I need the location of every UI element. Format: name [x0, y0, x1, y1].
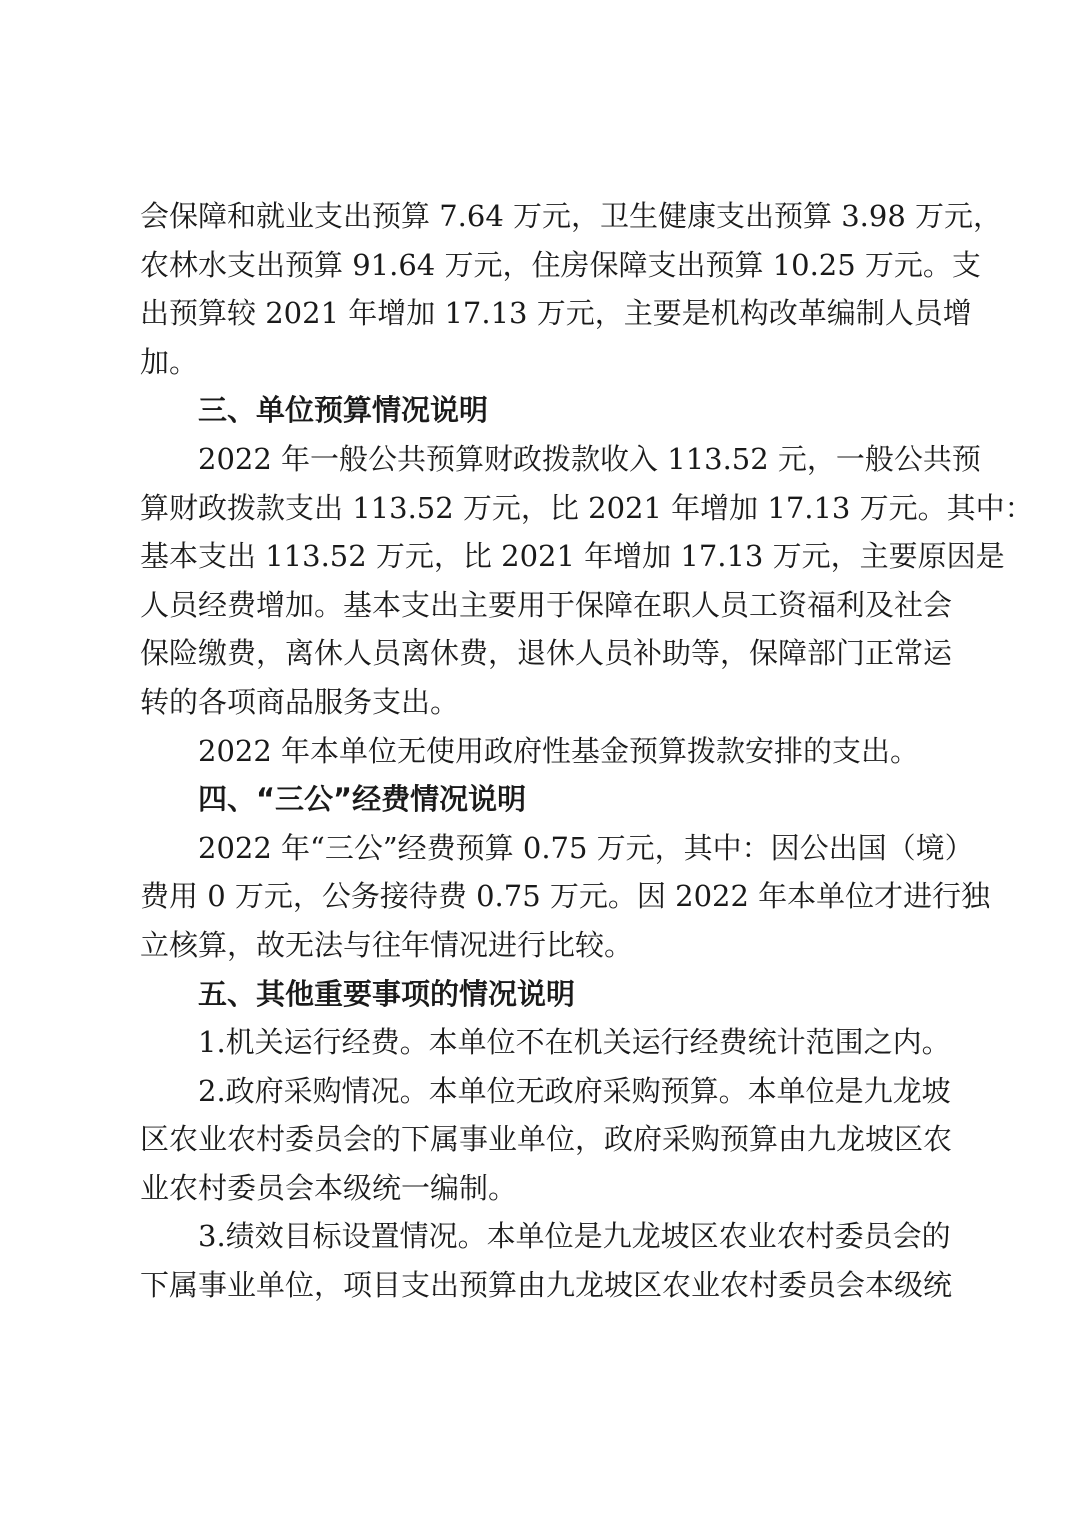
text-line: 下属事业单位，项目支出预算由九龙坡区农业农村委员会本级统 — [140, 1268, 953, 1303]
section-5-paragraph-3 — [140, 1212, 953, 1309]
text-line: 会保障和就业支出预算 7.64 万元，卫生健康支出预算 3.98 万元， — [140, 199, 1003, 233]
text-line: 3.绩效目标设置情况。本单位是九龙坡区农业农村委员会的 — [198, 1219, 951, 1254]
text-line: 立核算，故无法与往年情况进行比较。 — [140, 927, 634, 962]
section-2-tail-paragraph — [140, 192, 1003, 386]
text-line: 人员经费增加。基本支出主要用于保障在职人员工资福利及社会 — [140, 587, 953, 622]
text-line: 2022 年一般公共预算财政拨款收入 113.52 元，一般公共预 — [198, 441, 981, 476]
text-line: 出预算较 2021 年增加 17.13 万元，主要是机构改革编制人员增 — [140, 296, 972, 331]
section-3-paragraph-1 — [140, 435, 1034, 727]
text-line: 业农村委员会本级统一编制。 — [140, 1170, 518, 1205]
text-line: 区农业农村委员会的下属事业单位，政府采购预算由九龙坡区农 — [140, 1122, 953, 1157]
text-line: 费用 0 万元，公务接待费 0.75 万元。因 2022 年本单位才进行独 — [140, 879, 991, 914]
text-line: 2022 年“三公”经费预算 0.75 万元，其中：因公出国（境） — [198, 830, 974, 865]
text-line: 算财政拨款支出 113.52 万元，比 2021 年增加 17.13 万元。其中： — [140, 490, 1034, 525]
section-3-heading: 三、单位预算情况说明 — [198, 393, 489, 428]
section-4-paragraph-1 — [140, 824, 991, 970]
text-line: 保险缴费，离休人员离休费，退休人员补助等，保障部门正常运 — [140, 636, 953, 671]
section-4-heading: 四、“三公”经费情况说明 — [198, 782, 527, 817]
text-line: 加。 — [140, 344, 199, 379]
section-3-paragraph-2: 2022 年本单位无使用政府性基金预算拨款安排的支出。 — [198, 733, 920, 768]
section-5-heading: 五、其他重要事项的情况说明 — [198, 976, 576, 1011]
document-page — [140, 192, 1034, 1310]
text-line: 转的各项商品服务支出。 — [140, 684, 460, 719]
text-line: 基本支出 113.52 万元，比 2021 年增加 17.13 万元，主要原因是 — [140, 539, 1005, 574]
section-5-paragraph-2 — [140, 1067, 953, 1213]
text-line: 农林水支出预算 91.64 万元，住房保障支出预算 10.25 万元。支 — [140, 247, 981, 282]
text-line: 2.政府采购情况。本单位无政府采购预算。本单位是九龙坡 — [198, 1073, 951, 1108]
section-5-paragraph-1: 1.机关运行经费。本单位不在机关运行经费统计范围之内。 — [198, 1025, 951, 1060]
